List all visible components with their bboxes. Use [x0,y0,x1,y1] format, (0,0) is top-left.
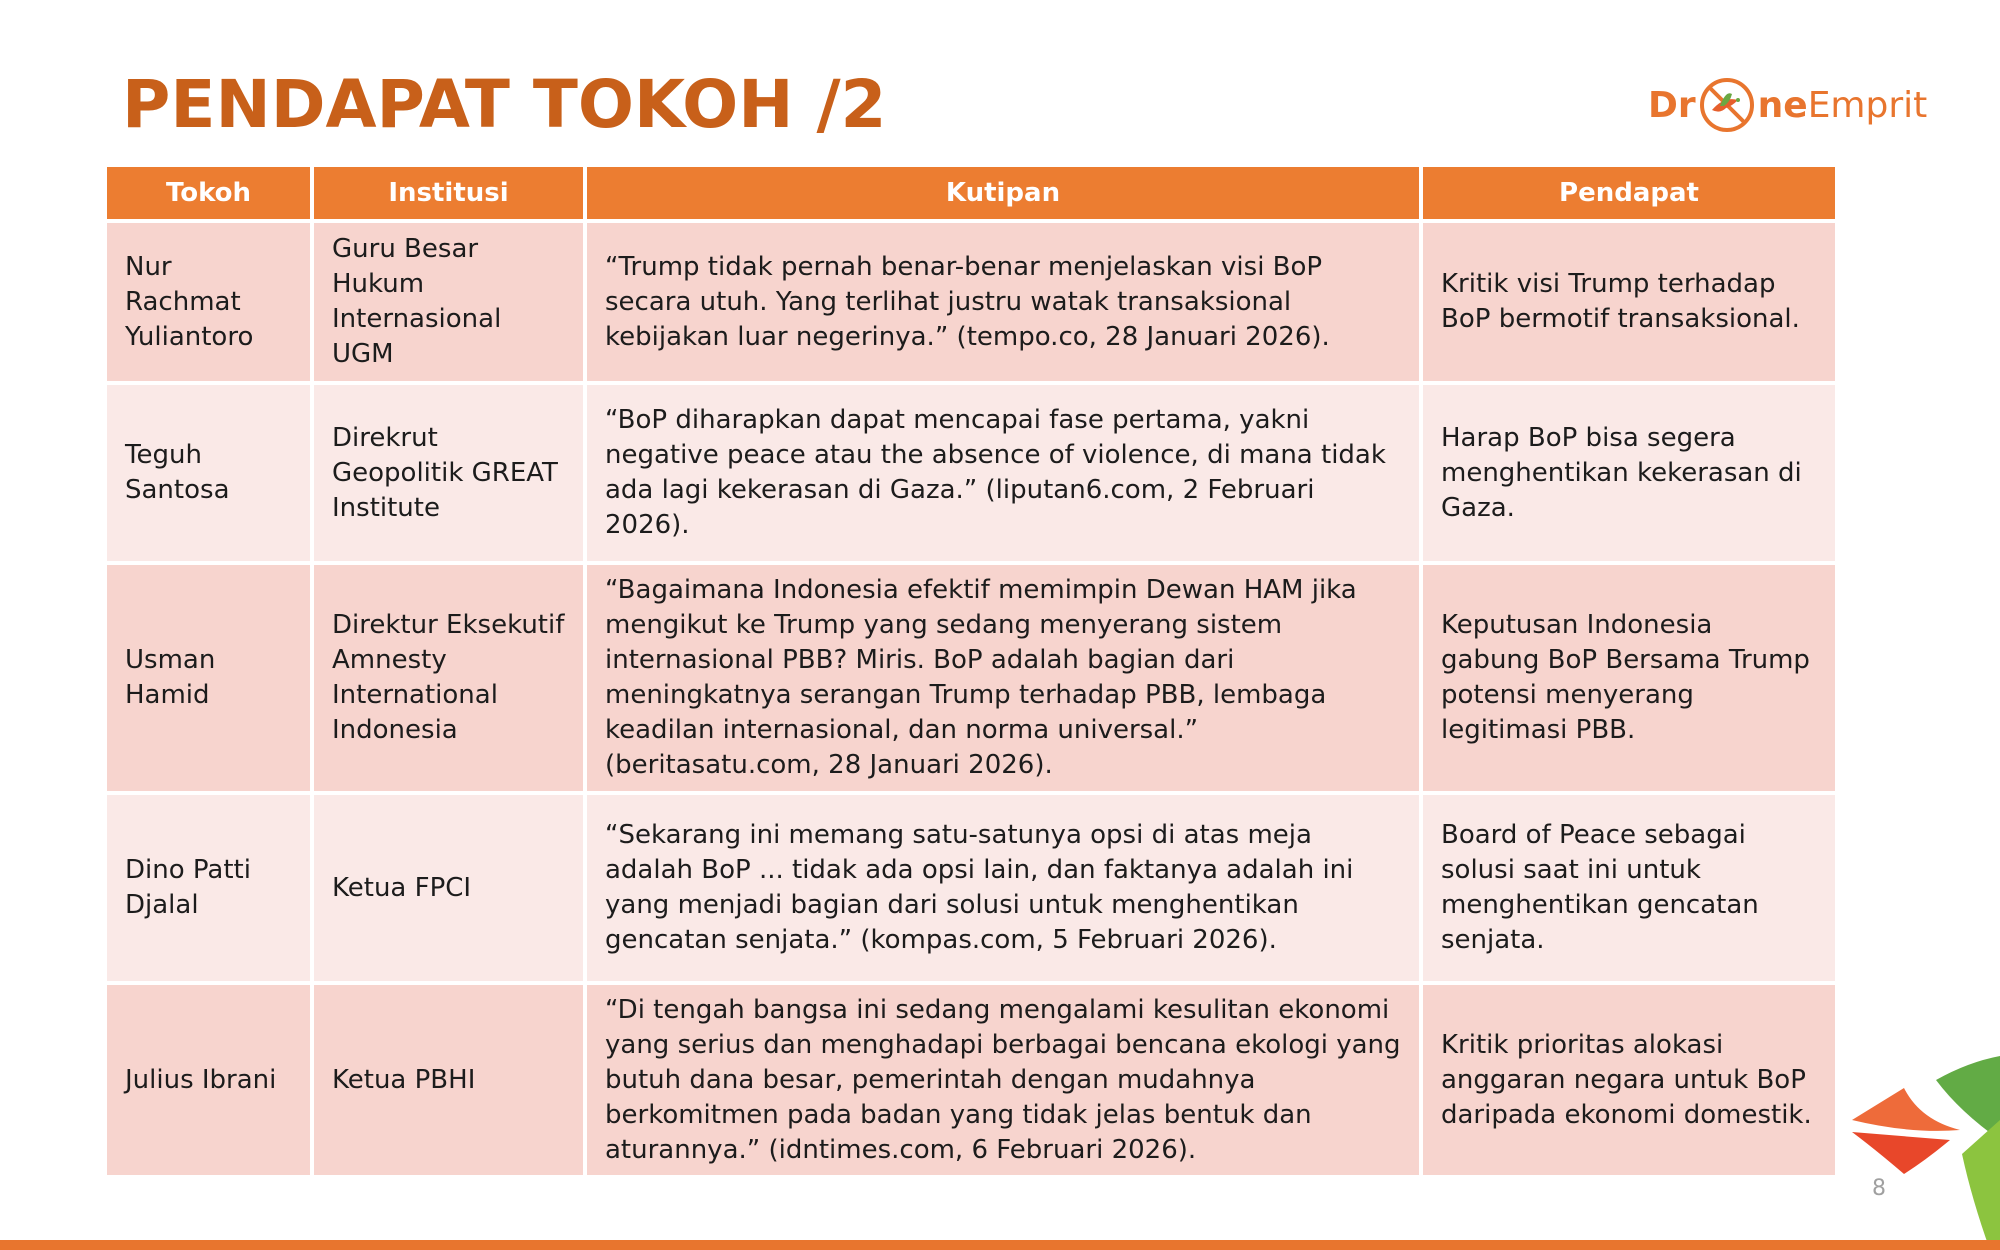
header-pendapat: Pendapat [1421,165,1837,221]
logo-text-ne: ne [1757,84,1808,126]
table-row [105,383,1837,563]
page-title: PENDAPAT TOKOH /2 [122,66,887,143]
cell-institusi: Ketua FPCI [312,793,585,983]
cell-pendapat: Board of Peace sebagai solusi saat ini untuk menghentikan gencatan senjata. [1421,793,1837,983]
cell-institusi: Direktur Eksekutif Amnesty International Indonesia [312,563,585,793]
cell-kutipan: “Trump tidak pernah benar-benar menjelaskan visi BoP secara utuh. Yang terlihat justru watak transaksional kebijakan luar negerinya.” (tempo.co, 28 Januari 2026). [585,221,1421,383]
header-institusi: Institusi [312,165,585,221]
header-kutipan: Kutipan [585,165,1421,221]
cell-kutipan: “Sekarang ini memang satu-satunya opsi di atas meja adalah BoP ... tidak ada opsi lain, dan faktanya adalah ini yang menjadi bagian dari solusi untuk menghentikan gencatan senjata.” (kompas.com, 5 Februari 2026). [585,793,1421,983]
cell-kutipan: “Bagaimana Indonesia efektif memimpin Dewan HAM jika mengikut ke Trump yang sedang menyerang sistem internasional PBB? Miris. BoP adalah bagian dari meningkatnya serangan Trump terhadap PBB, lembaga keadilan internasional, dan norma universal.” (beritasatu.com, 28 Januari 2026). [585,563,1421,793]
cell-pendapat: Kritik prioritas alokasi anggaran negara untuk BoP daripada ekonomi domestik. [1421,983,1837,1177]
cell-pendapat: Harap BoP bisa segera menghentikan kekerasan di Gaza. [1421,383,1837,563]
header-tokoh: Tokoh [105,165,312,221]
cell-tokoh: Teguh Santosa [105,383,312,563]
cell-tokoh: Nur Rachmat Yuliantoro [105,221,312,383]
cell-tokoh: Julius Ibrani [105,983,312,1177]
cell-tokoh: Dino Patti Djalal [105,793,312,983]
cell-pendapat: Kritik visi Trump terhadap BoP bermotif transaksional. [1421,221,1837,383]
page-number: 8 [1872,1176,1886,1201]
drone-emprit-logo [1648,70,1927,140]
table-row [105,793,1837,983]
cell-institusi: Ketua PBHI [312,983,585,1177]
corner-leaf-decoration [1840,1050,2000,1250]
cell-institusi: Guru Besar Hukum Internasional UGM [312,221,585,383]
cell-pendapat: Keputusan Indonesia gabung BoP Bersama Trump potensi menyerang legitimasi PBB. [1421,563,1837,793]
table-row [105,983,1837,1177]
cell-kutipan: “BoP diharapkan dapat mencapai fase pertama, yakni negative peace atau the absence of violence, di mana tidak ada lagi kekerasan di Gaza.” (liputan6.com, 2 Februari 2026). [585,383,1421,563]
bird-icon [1698,76,1756,134]
cell-institusi: Direkrut Geopolitik GREAT Institute [312,383,585,563]
table-row [105,563,1837,793]
bottom-accent-bar [0,1240,2000,1250]
cell-tokoh: Usman Hamid [105,563,312,793]
logo-text-dr: Dr [1648,84,1696,126]
opinion-table [103,163,1839,1179]
cell-kutipan: “Di tengah bangsa ini sedang mengalami kesulitan ekonomi yang serius dan menghadapi berbagai bencana ekologi yang butuh dana besar, pemerintah dengan mudahnya berkomitmen pada badan yang tidak jelas bentuk dan aturannya.” (idntimes.com, 6 Februari 2026). [585,983,1421,1177]
table-row [105,221,1837,383]
table-header-row [105,165,1837,221]
logo-text-emprit: Emprit [1807,84,1928,126]
